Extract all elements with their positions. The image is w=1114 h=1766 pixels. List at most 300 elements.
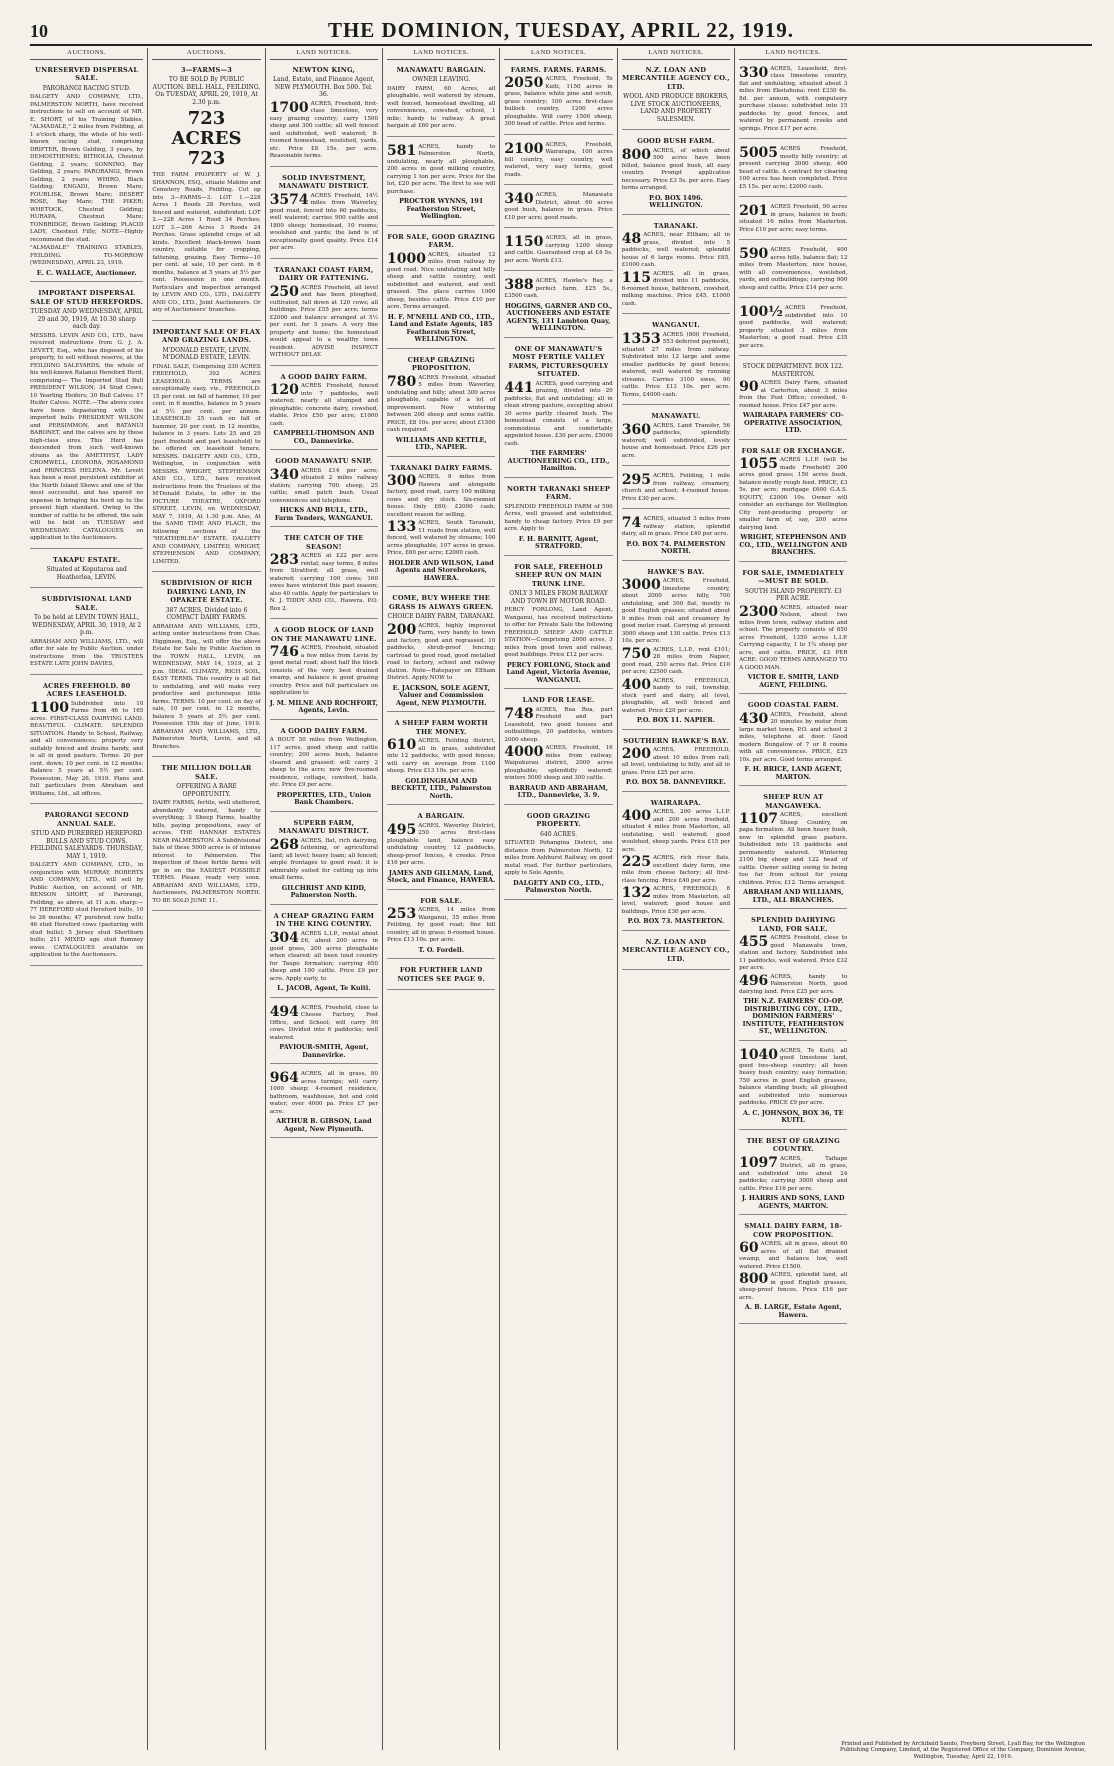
ad-heading: MANAWATU. [651,412,701,420]
ad-firm: L. JACOB, Agent, Te Kuiti. [277,984,371,992]
ad-firm: A. B. LARGE, Estate Agent, Hawera. [744,1303,842,1319]
ad-body [387,86,495,131]
ad-acreage: 250 [269,283,299,300]
ad-body [739,247,847,292]
ad-body [270,101,378,161]
ad-text: Subdivided into 10 Farms from 46 to 165 acres. FIRST-CLASS DAIRYING LAND. BEAUTIFUL CLIMATE. SPLENDID SITUATION. Handy to School, Railway, and all conveniences; property very suitably fenced and drains handy, and is all in good pasture. Terms: 20 per cent. down; 10 per cent. in 12 months; Balance 5 years at 5½ per cent. Possession, May 26, 1919. Plans and full particulars from Abraham and Williams, Ltd., all offices. [30,700,144,797]
ad-firm: WILLIAMS AND KETTLE, LTD., NAPIER. [395,435,487,451]
ad-body [504,76,612,129]
ad-acreage: 388 [504,277,534,293]
ad-heading: TARANAKI COAST FARM, DAIRY OR FATTENING. [274,265,374,282]
ad-text: ACRES Freehold, 14½ miles from Waverley, good road, fenced into 60 paddocks, well watered; carries 900 cattle and 1800 sheep; homestead, 10 rooms; woolshed and yards; the land is of exceptionally good quality. Price £14 per acre. [269,192,379,251]
advertisement [504,345,612,478]
ad-acreage: 340 [269,466,299,483]
ad-firm: HOLDER AND WILSON, Land Agents and Storebrokers, HAWERA. [388,558,494,582]
ad-body [739,812,847,887]
ad-subheading: Land, Estate, and Finance Agent, NEW PLYMOUTH. Box 500. Tel. 36. [273,76,375,98]
advertisement [387,812,495,890]
ad-body [739,1272,847,1302]
ad-heading: NEWTON KING, [292,65,356,74]
ad-text: ABRAHAM AND WILLIAMS, LTD., acting under instructions from Chas. Higginson, Esq., will offer the above Estate for Sale by Public Auction in the TOWN HALL, LEVIN, on WEDNESDAY, MAY 14, 1919, at 2 p.m. IDEAL CLIMATE, RICH SOIL, EASY TERMS. This country is all flat to undulating, and will make very productive and picturesque little farms. TERMS: 10 per cent. on day of sale, 10 per cent. in 12 months, balance 5 years at 5½ per cent. Possession 15th day of June, 1919. ABRAHAM AND WILLIAMS, LTD., Palmerston North, Levin, and all Branches. [152,623,261,750]
ad-firm: P.O. BOX 74. PALMERSTON NORTH. [626,539,726,555]
ad-firm: A. C. JOHNSON, BOX 36, TE KUITI. [743,1108,844,1124]
ad-body [622,647,730,677]
advertisement [504,696,612,805]
ad-body [270,468,378,506]
ad-heading: FOR SALE, IMMEDIATELY—MUST BE SOLD. [742,568,845,585]
ad-heading: MANAWATU BARGAIN. [396,65,486,74]
ad-firm: P.O. BOX 11. NAPIER. [636,716,715,724]
advertisement [270,1005,378,1065]
ad-text: ACRES, handy to Palmerston North, good dairying land. Price £25 per acre. [739,973,848,995]
ad-acreage: 340 [504,191,534,207]
ad-firm: J. M. MILNE AND ROCHFORT, Agents, Levin. [269,698,378,714]
ad-text: ABRAHAM AND WILLIAMS, LTD., will offer for sale by Public Auction, under instructions from the TRUSTEES ESTATE LATE JOHN DAVIES, [30,638,144,667]
ad-text: ACRES, Rua Roa, part Freehold and part Leasehold, two good houses and outbuildings, 20 paddocks, winters 2000 sheep. [504,706,613,743]
ad-heading: FOR FURTHER LAND NOTICES SEE PAGE 9. [397,966,485,983]
column-heading: LAND NOTICES. [387,49,495,60]
ad-firm: HICKS AND BULL, LTD., Farm Tenders, WANGANUI. [274,506,373,522]
ad-heading: HAWKE'S BAY. [647,567,705,576]
ad-acreage: 800 [621,146,651,163]
ad-heading: GOOD COASTAL FARM. [747,701,839,709]
ad-acreage: 100½ [739,304,783,320]
ad-text: ACRES Freehold, 90 acres in grass, balance in bush; situated 16 miles from Masterton. Price £10 per acre; easy terms. [739,204,848,233]
ad-heading: TARANAKI. [653,221,699,230]
ad-body [387,738,495,776]
ad-heading: PARORANGI SECOND ANNUAL SALE. [44,811,129,828]
advertisement [270,819,378,905]
column-4 [382,48,499,1750]
ad-heading: SUBDIVISION OF RICH DAIRYING LAND, IN OPAKETE ESTATE. [160,579,253,604]
ad-text: ACRES, excellent Sheep Country, on papa formation. All been heavy bush, now in splendid grass pasture. Subdivided into 15 paddocks and permanently watered. Wintering 2100 big sheep and 122 head of cattle. Owner selling owing to being too far from school for young children. Price, £12. Terms arranged. [739,812,848,886]
ad-acreage: 3000 [621,577,661,593]
ad-firm: THE FARMERS' AUCTIONEERING CO., LTD., Hamilton. [507,449,610,472]
column-heading: LAND NOTICES. [622,49,730,60]
ad-acreage: 4000 [504,744,544,760]
ad-body [504,607,612,660]
ad-acreage: 1353 [621,330,661,347]
advertisement [739,66,847,140]
ad-body [504,504,612,534]
advertisement [504,485,612,556]
ad-body [739,1241,847,1271]
advertisement [270,373,378,451]
ad-text: ACRES, Leasehold, first-class limestone country, flat and undulating, situated about 3 miles from Eketahuna; rent £330 6s. 8d. per annum, with compulsory purchase clause; subdivided into 15 paddocks by good fences, and watered by permanent creeks and springs. Price £17 per acre. [739,65,848,132]
ad-firm: T. O. Fordell. [418,945,464,954]
ad-body [622,855,730,885]
ad-text: ACRES, Te Kuiti; all good limestone land, good two-sheep country; all been heavy bush country; easy formation; 750 acres in good English grasses, balance standing bush; all ploughed and subdivided into numerous paddocks. PRICE £9 per acre. [739,1047,848,1106]
ad-text: ACRES, FREEHOLD, about 10 miles from rail; all level, undulating to hilly, and all in grass. Price £25 per acre. [621,747,731,776]
ad-body [504,142,612,180]
ad-firm: J. HARRIS AND SONS, LAND AGENTS, MARTON. [741,1194,845,1210]
ad-text: SITUATED Pohangina District, one distance from Palmerston North, 12 miles from Ashhurst Railway, on good metal road. For further particulars, apply to Sole Agents, [504,840,613,876]
ad-body [622,473,730,503]
ad-acreage: 2300 [739,603,779,620]
ad-text: ACRES, Land Transfer, 56 paddocks, splendidly watered; well subdivided, lovely house and homestead. Price £26 per acre. [621,422,731,459]
ad-body [739,66,847,134]
ad-firm: ABRAHAM AND WILLIAMS, LTD., ALL BRANCHES. [743,888,844,904]
column-heading: LAND NOTICES. [739,49,847,60]
advertisement [270,727,378,812]
ad-acreage: 746 [269,644,299,660]
ad-text: ACRES, rich river flats, excellent dairy farm, one mile from cheese factory; all first-class fencing. Price £40 per acre. [621,855,731,884]
ad-text: ACRES, splendid land, all in good English grasses, sheep-proof fences. Price £16 per acre. [739,1272,848,1301]
ad-heading: GOOD BUSH FARM. [637,137,715,145]
ad-body [622,516,730,539]
ad-text: "ALMADALE" TRAINING STABLES, FEILDING. TO-MORROW (WEDNESDAY), APRIL 23, 1919. [30,245,144,266]
ad-text: ACRES L.I.P., rental about £6, about 200 acres in good grass, 200 acres ploughable when cleared; all been loud country for Taupo formation; carrying 650 sheep and 100 cattle. Price £9 per acre. Apply early, to [269,930,379,982]
ad-text: PERCY FORLONG, Land Agent, Wanganui, has received instructions to offer for Private Sale the following FREEHOLD SHEEP AND CATTLE STATION—Comprising 2000 acres, 3 miles from good town and railway, good buildings. Price £12 per acre. [504,607,613,658]
ad-subheading: STOCK DEPARTMENT. BOX 122. MASTERTON. [742,363,844,378]
ad-heading: SPLENDID DAIRYING LAND, FOR SALE. [751,916,836,933]
ad-text: ACRES, Freehold, situated a few miles from Levin by good metal road; about half the block consists of the very best drained swamp, and balance is good grazing country. Price and full particulars on application to [269,645,379,696]
ad-firm: E. C. WALLACE, Auctioneer. [36,268,137,277]
ad-acreage: 430 [739,710,769,727]
advertisement [739,701,847,786]
ad-subheading: To be held at LEVIN TOWN HALL, WEDNESDAY, APRIL 30, 1919, At 2 p.m. [32,614,142,636]
advertisement [387,897,495,960]
ad-text: ACRES, L.I.P., rent £101; 28 miles from Napier, good road, 250 acres flat. Price £10 per acre; £2500 cash. [621,646,731,675]
ad-body [504,192,612,222]
advertisement [387,233,495,349]
ad-text: ACRES, 200 acres L.I.P. and 200 acres freehold, situated 4 miles from Masterton, all undulating, well watered; good woolshed, sheep yards. Price £15 per acre. [621,809,731,853]
ad-subheading: 640 ACRES. [540,830,578,838]
ad-heading: A CHEAP GRAZING FARM IN THE KING COUNTRY. [273,911,375,928]
ad-body [739,1156,847,1194]
ad-firm: H. F. M'NEILL AND CO., LTD., Land and Estate Agents, 185 Featherston Street, WELLINGTON. [387,312,495,343]
ad-acreage: 5005 [739,145,779,161]
ad-subheading: CHOICE DAIRY FARM, TARANAKI. [387,613,495,620]
ad-acreage: 1107 [739,811,779,827]
ad-firm: JAMES AND GILLMAN, Land, Stock, and Finance, HAWERA. [387,868,496,884]
ad-body [504,235,612,265]
ad-text: ACRES Freehold, all level and has been ploughed, cultivated, fall down at 120 cows; all buildings. Price £55 per acre; terms £2000 and balance arranged at 5½ per cent. for 5 years. A very fine property and home; the homestead would appeal to a wealthy town resident. ADVISE INSPECT WITHOUT DELAY. [269,284,379,358]
advertisement [622,137,730,215]
ad-acreage: 2100 [504,140,544,157]
ad-heading: 3—FARMS—3 [180,65,233,74]
column-2 [147,48,264,1750]
ad-body [152,800,260,905]
ad-text: ACRES, Freehold, about 20 minutes by motor from large market town, P.O. and school 2 miles, telephone at door. Good modern Bungalow of 7 or 8 rooms with all conveniences. PRICE, £25 10s. per acre. Good terms arranged. [739,711,848,763]
ad-heading: FOR SALE, FREEHOLD SHEEP RUN ON MAIN TRUNK LINE. [514,562,603,588]
advertisement [152,764,260,911]
column-6 [617,48,734,1750]
ad-acreage: 60 [739,1240,759,1256]
ad-firm: WAIRARAPA FARMERS' CO-OPERATIVE ASSOCIATION, LTD. [742,411,844,434]
ad-text: ACRES, Freehold, limestone country, about 2000 acres hilly, 700 undulating, and 300 flat, mostly in good English grasses; situated about 9 miles from rail and creamery by good motor road. Carrying at present 3000 sheep and 130 cattle. Price £13 10s. per acre. [621,578,731,644]
advertisement [622,66,730,131]
ad-body [270,1005,378,1043]
advertisement [622,938,730,971]
ad-text: ACRES (800 Freehold, 553 deferred payment), situated 27 miles from railway. Subdivided into 12 large and some smaller paddocks by good fences; watered, well watered by running streams. Carries 3100 ewes, 90 cattle. Price £13 10s. per acre. Terms, £4000 cash. [621,331,731,398]
ad-acreage: 1055 [739,456,779,472]
ad-body [622,148,730,193]
ad-heading: FOR SALE, GOOD GRAZING FARM. [387,232,496,249]
ad-heading: N.Z. LOAN AND MERCANTILE AGENCY CO., LTD. [622,65,730,91]
ad-acreage: 455 [739,934,769,950]
ad-text: THE FARM PROPERTY of W. J. SHANNON, ESQ., situate Makino and Cemetery Roads, Feilding. Cut up into 3—FARMS—3. LOT 1.—228 Acres 1 Roods 28 Perches, well fenced and watered, subdivided; LOT 2.—228 Acres 1 Rood 34 Perches; LOT 3.—266 Acres 3 Roods 24 Perches. Grass splendid crops of all kinds. Excellent black-brown loam country, suitable for cropping, fattening, grazing. Easy Terms—10 per cent. at sale, 10 per cent. in 6 months, balance at 5 years at 5½ per cent. Possession in one month. Particulars and inspection arranged by LEVIN AND CO., LTD., DALGETY AND CO., LTD., Joint Auctioneers. Or any of Auctioneers' branches. [152,172,261,313]
ad-subheading: PARORANGI RACING STUD. [42,84,131,92]
advertisement [739,447,847,562]
ad-firm: E. JACKSON, SOLE AGENT, Valuer and Commission Agent, NEW PLYMOUTH. [392,683,490,707]
ad-acreage: 494 [269,1003,299,1020]
advertisement [30,811,143,966]
ad-body [387,144,495,197]
advertisement [152,66,260,321]
advertisement [152,579,260,757]
advertisement [504,812,612,900]
ad-acreage: 74 [621,515,642,531]
ad-acreage: 441 [504,379,534,396]
ad-body [270,838,378,883]
advertisement [622,799,730,931]
advertisement [270,174,378,259]
ad-body [504,381,612,449]
imprint: Printed and Published by Archibald Sando, Freyberg Street, Lyall Bay, for the Wellington Publishing Company, Limited, at the Registered Office of the Company, Dominion Avenue, Wellington, Tuesday, April 22, 1919. [839,1740,1086,1760]
ad-text: DAIRY FARM, 60 Acres, all ploughable, well watered by stream, well fenced, homestead dwelling, all conveniences, cowshed, school, 1 mile; handy to railway. A great bargain at £60 per acre. [387,85,496,129]
advertisement [739,146,847,197]
advertisement [622,473,730,509]
ad-heading: THE BEST OF GRAZING COUNTRY. [746,1136,840,1153]
ad-acreage: 300 [387,473,417,489]
ad-subheading: OFFERING A RARE OPPORTUNITY. [176,783,237,798]
ad-heading: ONE OF MANAWATU'S MOST FERTILE VALLEY FARMS, PICTURESQUELY SITUATED. [508,344,609,378]
ad-text: ACRES, near Eltham; all in grass, divided into 5 paddocks, well watered; splendid house of 6 large rooms. Price £65, £1000 cash. [621,232,731,268]
ad-subheading: SOUTH ISLAND PROPERTY. £3 PER ACRE. [744,587,842,602]
column-1 [30,48,147,1750]
ad-acreage: 330 [739,64,769,81]
ad-text: ACRES, Freehold, 16 miles from railway, Waipukurau district, 2000 acres ploughable; splendidly watered; winters 5000 sheep and 300 cattle. [504,745,613,781]
ad-body [387,823,495,868]
ad-text: ACRES Freehold, mostly hilly country; at present carrying 3000 sheep, 400 head of cattle. A contract for clearing 100 acres has been completed. Price £5 15s. per acre; £2000 cash. [739,146,848,190]
ad-acreage: 225 [621,854,651,870]
ad-body [30,94,143,244]
ad-acreage: 495 [387,821,417,838]
advertisement [387,66,495,137]
ad-text: ACRES, South Taranaki, 11 roads from station, well fenced, well watered by streams; 100 acres ploughable, 107 acres in grass. Price, £60 per acre; £2000 cash. [387,520,496,556]
advertisement [504,192,612,228]
advertisement [152,328,260,573]
ad-acreage: 750 [621,645,651,662]
ad-acreage: 253 [387,906,417,922]
ad-acreage: 133 [387,519,417,535]
ad-heading: SOLID INVESTMENT, MANAWATU DISTRICT. [278,173,369,190]
advertisement [270,66,378,167]
advertisement [739,793,847,909]
ad-heading: CHEAP GRAZING PROPOSITION. [407,355,475,372]
ad-body [739,146,847,191]
ad-firm: PERCY FORLONG, Stock and Land Agent, Victoria Avenue, WANGANUI. [506,660,611,684]
ad-body [504,278,612,301]
ad-text: A BOUT 50 miles from Wellington, 117 acres, good sheep and cattle country; 200 acres bush, balance cleared and grassed; will carry 2 sheep to the acre; new five-roomed residence, cottage, cowshed, bails, etc. Price £9 per acre. [269,737,379,788]
ad-acreage: 748 [504,705,534,722]
ad-firm: BARRAUD AND ABRAHAM, LTD., Dannevirke, 3. 9. [509,783,608,799]
ad-acreage: 400 [621,676,651,693]
ad-body [387,907,495,945]
advertisement [387,356,495,457]
ad-body [387,623,495,683]
ad-heading: IMPORTANT DISPERSAL SALE OF STUD HEREFORDS. [30,289,144,306]
ad-body [270,193,378,253]
ad-firm: GOLDINGHAM AND BECKETT, LTD., Palmerston North. [391,776,492,800]
ad-acreage: 1100 [30,699,69,716]
ad-acreage: 132 [621,885,651,901]
ad-acreage: 2050 [504,75,544,91]
ad-body [739,305,847,350]
ad-text: ACRES £14 per acre; situated 2 miles railway station; carrying 700 sheep, 25 cattle; small patch bush. Usual conveniences and telephone. [269,467,379,504]
ad-body [270,1071,378,1116]
ad-acreage-banner: 723 ACRES 723 [171,108,242,169]
ad-text: ACRES, FREEHOLD, handy to rail, township, stock yard and dairy, all level, ploughable, all well fenced and watered. Price £20 per acre. [621,677,731,714]
ad-firm: PROPERTIES, LTD., Union Bank Chambers. [276,790,371,806]
advertisement [739,916,847,1041]
advertisement [270,626,378,720]
ad-heading: NORTH TARANAKI SHEEP FARM. [507,484,611,501]
ad-firm: F. H. BARNITT, Agent, STRATFORD. [518,534,599,550]
ad-heading: A BARGAIN. [417,812,465,820]
advertisement [739,1137,847,1216]
ad-heading: WANGANUI. [651,321,700,329]
ad-acreage: 283 [269,552,299,568]
ad-body [739,712,847,765]
column-heading: LAND NOTICES. [270,49,378,60]
ad-acreage: 964 [269,1070,299,1086]
ad-body [30,639,143,669]
advertisement [622,516,730,561]
ad-acreage: 115 [621,269,651,286]
ad-text: ACRES Dairy Farm, situated at Carterton, about 3 miles from the Post Office; cowshed, 6-roomed house. Price £47 per acre. [739,380,848,409]
ad-firm: GILCHRIST AND KIDD, Palmerston North. [281,883,366,899]
ad-body [152,172,260,315]
ad-text: FINAL SALE, Comprising 330 ACRES FREEHOLD, 392 ACRES LEASEHOLD. TERMS are exceptionally easy, viz., FREEHOLD: 15 per cent. on fall of hammer, 10 per cent. in 6 months, balance in 5 years at 5½ per cent. per annum. LEASEHOLD: 25 cash on fall of hammer, 20 per cent. in 12 months, balance in 3 years. Lots 25 and 29 (part freehold and part leasehold) to be offered on leasehold tenure. MESSRS. DALGETY AND CO., LTD., Wellington, in conjunction with MESSRS. WRIGHT, STEPHENSON AND CO., LTD., have received instructions from the Trustees of the M'Donald Estate, to offer in the PICTURE THEATRE, OXFORD STREET, LEVIN, on WEDNESDAY, MAY 7, 1919, At 1.30 p.m. Also, At the SAME TIME AND PLACE, the following sections of the "HEATHERLEA" ESTATE. DALGETY AND COMPANY, LIMITED, WRIGHT, STEPHENSON AND COMPANY, LIMITED. [152,363,261,565]
ad-text: ACRES, flat, rich dairying, fattening, or agricultural land; all level; heavy loam; all fenced; ample frontages to good road; it is admirably suited for cutting up into small farms. [269,837,379,881]
advertisement [387,594,495,712]
ad-text: ACRES, good carrying and grazing, divided into 20 paddocks, flat and undulating; all in clean strong pasture, excepting about 30 acres partly cleared bush. The homestead consists of a large, commodious and comfortably appointed house. £30 per acre, £5000 cash. [504,380,613,447]
ad-text: ACRES, Hawke's Bay, a perfect farm. £25 5s., £3500 cash. [504,278,613,299]
column-3 [265,48,382,1750]
ad-heading: TAKAPU ESTATE. [52,555,121,564]
advertisement [30,682,143,805]
ad-heading: UNRESERVED DISPERSAL SALE. [35,65,139,82]
ad-text: ACRES, all in grass, about 60 acres of all flat drained swamp, and balance low, well watered. Price £1500. [739,1241,848,1270]
advertisement [504,278,612,338]
advertisement [622,737,730,792]
ad-text: ACRES, situated 12 miles from railway by good road. Nice undulating and hilly sheep and cattle country, well subdivided and watered, and well grassed. The place carries 1900 sheep, besides cattle. Price £10 per acre. Terms arranged. [387,251,496,310]
ad-body [739,935,847,973]
ad-firm: WRIGHT, STEPHENSON AND CO., LTD., WELLINGTON AND BRANCHES. [739,533,848,556]
ad-acreage: 1000 [387,250,426,267]
ad-body [387,520,495,558]
advertisement [270,266,378,366]
ad-text: ACRES, Waverley District, 250 acres first-class ploughable land, balance easy undulating country, 12 paddocks, sheep-proof fences, 4 creeks. Price £16 per acre. [387,822,496,866]
ad-heading: A GOOD DAIRY FARM. [280,726,368,735]
ad-acreage: 3574 [269,191,309,208]
ad-heading: A GOOD BLOCK OF LAND ON THE MANAWATU LINE. [271,626,377,643]
advertisement [739,1222,847,1324]
ad-body [622,809,730,854]
page-number: 10 [30,21,48,41]
ad-text: ACRES Freehold, fenced into 7 paddocks, well watered; nearly all stumped and ploughable; concrete dairy, cowshed, stable. Price £50 per acre; £1000 cash. [269,383,379,427]
advertisement [622,568,730,730]
ad-acreage: 295 [621,472,651,488]
ad-text: ACRES, situated near Nelson, about two miles from town, railway station and school. The property consists of 850 acres Freehold, 1350 acres L.I.P. Carrying capacity, 1 to 1¼ sheep per acre, and cattle. PRICE, £3 PER ACRE. GOOD TERMS ARRANGED TO A GOOD MAN. [739,604,848,671]
ad-body [622,886,730,916]
ad-text: SPLENDID FREEHOLD FARM of 500 Acres, well grassed and subdivided, handy to cheap factory. Price £9 per acre. Apply to [504,503,613,532]
ad-heading: A GOOD DAIRY FARM. [280,372,368,381]
ad-subheading: Situated at Koputaroa and Heatherlea, LEVIN. [46,566,127,581]
advertisement [504,563,612,690]
ad-text: ACRES, Freehold, first-class limestone, very easy grazing country; carry 1500 sheep and 300 cattle; all well fenced and subdivided, well watered; 8-roomed homestead, woolshed, yards, etc. Price £8 15s. per acre. Reasonable terms. [269,100,379,159]
ad-text: ACRES L.I.P. (will be made Freehold) 200 acres good grass; 150 acres bush, balance mostly rough feed. PRICE, £3 5s. per acre; mortgage £600 G.A.S. EQUITY, £2000 10s. Owner will consider an exchange for Wellington City rent-producing property or smaller farm of, say, 200 acres dairying land. [739,457,848,531]
ad-heading: SHEEP RUN AT MANGAWEKA. [763,793,824,810]
ad-acreage: 1700 [269,99,309,116]
ad-acreage: 200 [387,621,417,638]
ad-body [739,1048,847,1108]
ad-text: ACRES, all in grass, 80 acres turnips; will carry 1000 sheep; 4-roomed residence, bathroom, washhouse, hot and cold water; over 4000 pa. Price £7 per acre. [269,1071,379,1115]
advertisement [739,1048,847,1130]
ad-body [152,624,260,752]
ad-text: ACRES, Manawatu District, about 60 acres good bush, balance in grass. Price £10 per acre; good roads. [504,192,613,221]
ad-body [387,252,495,312]
ad-subheading: 387 ACRES, Divided into 6 COMPACT DAIRY FARMS. [165,606,248,621]
ad-text: ACRES, Freehold, Wairarapa, 100 acres hill country, easy country, well watered, very easy terms, good roads. [504,141,613,178]
ad-heading: GOOD MANAWATU SNIP. [275,457,373,465]
ad-heading: SOUTHERN HAWKE'S BAY. [623,736,729,745]
ad-acreage: 1097 [739,1154,779,1171]
ad-subheading: WOOL AND PRODUCE BROKERS, LIVE STOCK AUCTIONEERS, LAND AND PROPERTY SALESMEN. [623,93,729,123]
ad-acreage: 304 [269,929,299,946]
ad-text: ACRES at £22 per acre rental; easy terms, 8 miles from Stratford; all grass, well watered; carrying 100 cows; 160 ewes have wintered this past season; also 40 cattle. Apply for particulars to N. J. TIDDY AND CO., Hawera. P.O. Box 2. [269,553,379,612]
advertisement [270,534,378,619]
ad-text: DALGETY AND COMPANY, LTD., PALMERSTON NORTH, have received instructions to sell on account of MR. E. SHORT, of his Training Stables, "ALMADALE," 2 miles from Feilding, at 1 o'clock sharp, the whole of his well-known racing stud, comprising DRIFTER, Brown Gelding, 3 years, by DEMOSTHENES; BITHOLIA, Chestnut Gelding, 2 years; SONNINO, Bay Gelding, 2 years; PARORANGI, Brown Gelding, 2 years; WHIRO, Black Gelding; ENGADI, Brown Mare; FOURLISK, Brown Mare; DESERT ROSE, Bay Mare; THE PIKER; WHETOCK, Chestnut Gelding; HURAPA, Chestnut Mare; TONBRIDGE, Brown Gelding; PLACID LADY, Chestnut Filly; NOTE—Highly recommend the stud. [30,94,144,243]
ad-text: ACRES, all in grass, divided into 11 paddocks, 6-roomed house, bathroom, cowshed, milking machine. Price £45, £1000 cash. [621,270,731,307]
ad-text: ACRES, Taihape District, all in grass, and subdivided into about 24 paddocks; carrying 3000 sheep and cattle. Price £16 per acre. [739,1155,848,1192]
column-heading: LAND NOTICES. [504,49,612,60]
ad-body [504,745,612,783]
ad-body [30,862,143,960]
ad-body [622,423,730,461]
ad-body [739,380,847,410]
ad-text: DAIRY FARMS, fertile, well sheltered, abundantly watered, handy to everything; 3 Sheep Farms, healthy hills, paying propositions, easy of access. THE HANNAH ESTATES NEAR PALMERSTON. A Subdivisional Sale of these 5000 acres is of intense interest to Palmerston. The inspection of these fertile farms will go in on the EASIEST POSSIBLE TERMS. Please ready very soon. ABRAHAM AND WILLIAMS, LTD., Auctioneers, PALMERSTON NORTH. TO BE SOLD JUNE 11. [152,800,261,904]
ad-text: ACRES, highly improved Farm, very handy to town and factory, good and regrassed, 10 paddocks, shrub-proof fencing; cartroad to good road, good metalled road to factory, school and railway station. Note—Ratepayer on Eltham District. Apply NOW to [387,622,496,681]
ad-body [270,285,378,360]
ad-text: ACRES, all in grass, carrying 1200 sheep and cattle. Guaranteed crop at £4 5s. per acre. Worth £13. [504,235,613,264]
ad-body [270,931,378,984]
advertisement [504,235,612,271]
advertisement [739,204,847,240]
ad-body [739,974,847,997]
ad-firm: HOGGINS, GARNER AND CO., AUCTIONEERS AND ESTATE AGENTS, 131 Lambton Quay, WELLINGTON. [504,301,613,332]
advertisement [739,247,847,298]
columns-area [30,48,1092,1750]
page-title: THE DOMINION, TUESDAY, APRIL 22, 1919. [327,18,795,42]
ad-acreage: 610 [387,737,417,753]
ad-acreage: 90 [739,379,759,395]
ad-firm: F. H. BRICE, LAND AGENT, MARTON. [744,765,842,781]
advertisement [30,289,143,549]
ad-body [270,383,378,428]
ad-text: ACRES, Feilding district, all in grass, subdivided into 12 paddocks, with good fences; will carry on average from 1100 sheep. Price £13 10s. per acre. [387,738,496,774]
ad-body [622,271,730,309]
ad-body [152,364,260,567]
ad-text: ACRES, FREEHOLD, 8 miles from Masterton, all level, watered; good house and buildings. Price £30 per acre. [621,886,731,915]
ad-body [622,232,730,270]
ad-heading: A SHEEP FARM WORTH THE MONEY. [394,719,488,736]
advertisement [387,966,495,990]
ad-body [387,474,495,519]
ad-firm: PROCTOR WYNNS, 191 Featherston Street, Wellington. [399,197,484,220]
